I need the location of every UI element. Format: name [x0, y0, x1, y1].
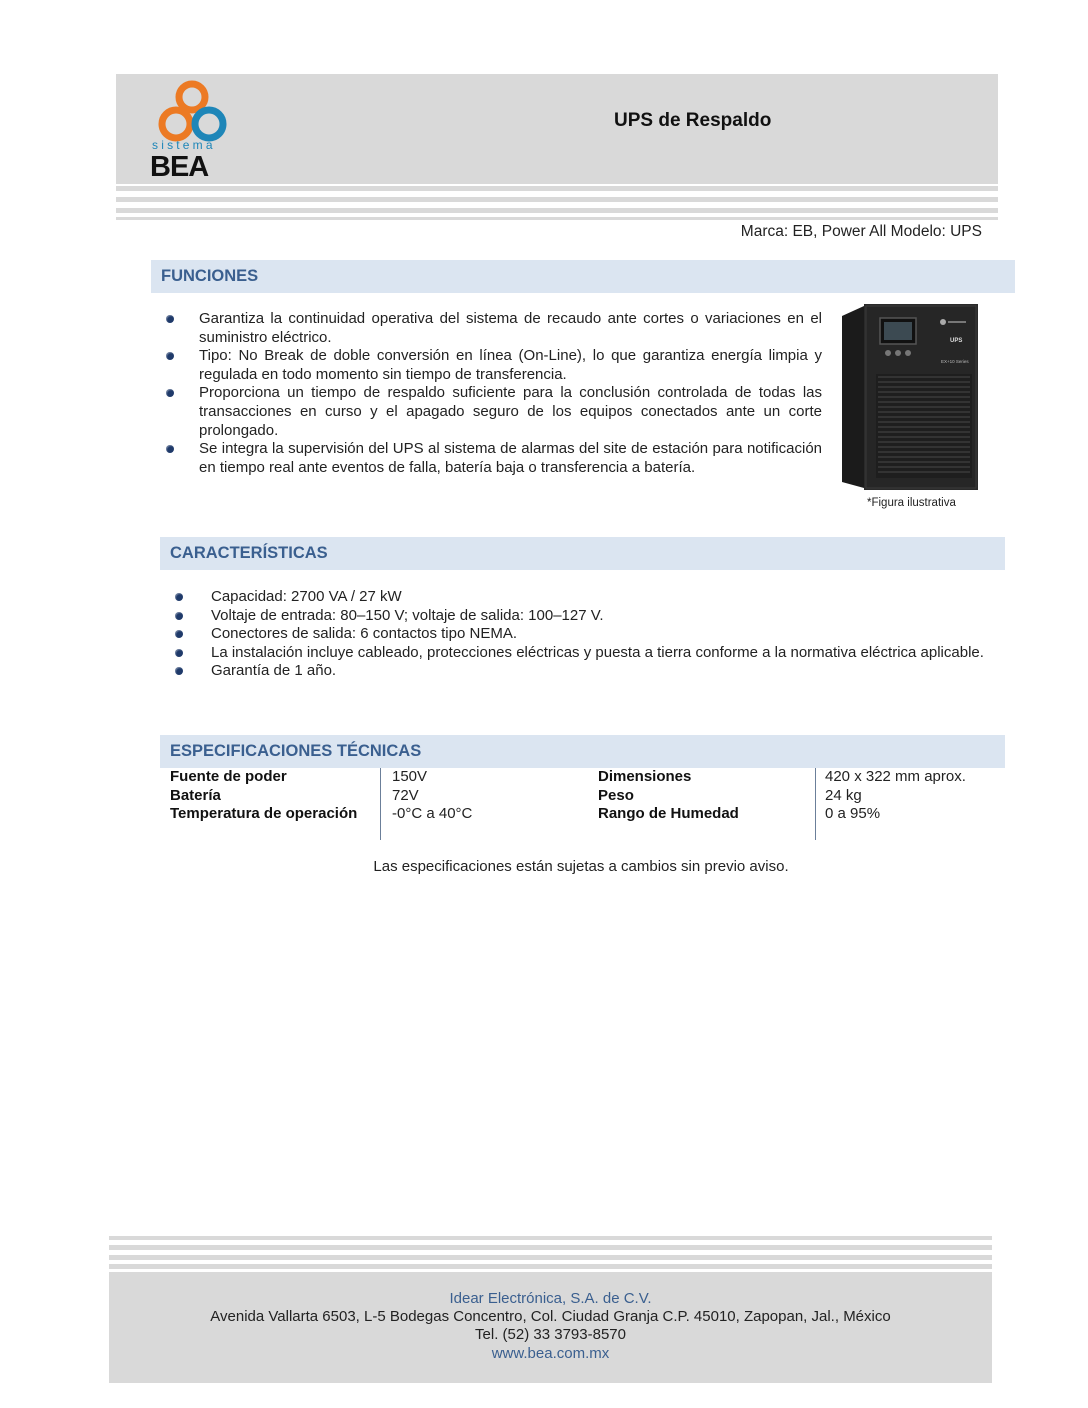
bea-logo [148, 78, 238, 178]
header-stripe [116, 197, 998, 202]
bullet-icon [166, 315, 174, 323]
section-title-funciones: FUNCIONES [161, 267, 259, 285]
spec-value: -0°C a 40°C [392, 805, 473, 822]
header-stripe [116, 217, 998, 220]
header-stripe [116, 208, 998, 213]
spec-label: Temperatura de operación [170, 805, 358, 822]
footer-address: Avenida Vallarta 6503, L-5 Bodegas Concentro, Col. Ciudad Granja C.P. 45010, Zapopan, Jal., México [210, 1308, 891, 1325]
footer-stripe [109, 1255, 992, 1260]
section-header-funciones [151, 260, 1015, 293]
footer-stripe [109, 1264, 992, 1269]
section-header-caracteristicas [160, 537, 1005, 570]
section-title-caracteristicas: CARACTERÍSTICAS [170, 544, 328, 562]
list-item: Voltaje de entrada: 80–150 V; voltaje de salida: 100–127 V. [211, 607, 995, 626]
table-divider [380, 768, 381, 840]
bullet-icon [175, 593, 183, 601]
disclaimer-note: Las especificaciones están sujetas a cambios sin previo aviso. [373, 858, 789, 875]
list-item: Proporciona un tiempo de respaldo suficiente para la conclusión controlada de todas las transacciones en curso y el apagado seguro de los equipos conectados ante un corte prolongado. [199, 384, 822, 440]
spec-value: 0 a 95% [825, 805, 881, 822]
header-stripe [116, 186, 998, 191]
spec-value: 150V [392, 768, 428, 785]
figure-caption: *Figura ilustrativa [867, 497, 956, 509]
bullet-icon [166, 352, 174, 360]
bullet-icon [175, 612, 183, 620]
bullet-icon [175, 649, 183, 657]
bullet-icon [175, 630, 183, 638]
list-item: Conectores de salida: 6 contactos tipo NEMA. [211, 625, 995, 644]
logo-word: sistema [152, 138, 216, 152]
footer-stripe [109, 1245, 992, 1250]
footer-phone: Tel. (52) 33 3793-8570 [475, 1326, 626, 1343]
footer-website-link[interactable]: www.bea.com.mx [491, 1345, 610, 1362]
ups-product-image [842, 302, 978, 490]
spec-label: Dimensiones [598, 768, 692, 785]
list-item: Capacidad: 2700 VA / 27 kW [211, 588, 995, 607]
ups-series-label: EX+10 Series [941, 359, 969, 364]
spec-label: Peso [598, 787, 634, 804]
logo-brand: BEA [150, 151, 209, 178]
spec-value: 24 kg [825, 787, 862, 804]
ups-label: UPS [950, 338, 963, 344]
footer-company: Idear Electrónica, S.A. de C.V. [449, 1290, 652, 1307]
bullet-icon [166, 445, 174, 453]
spec-label: Rango de Humedad [598, 805, 739, 822]
list-item: La instalación incluye cableado, protecciones eléctricas y puesta a tierra conforme a la normativa eléctrica aplicable. [211, 644, 995, 663]
page-title: UPS de Respaldo [614, 110, 772, 131]
header-band [116, 74, 998, 184]
bullet-icon [166, 389, 174, 397]
spec-label: Fuente de poder [170, 768, 287, 785]
list-item: Se integra la supervisión del UPS al sistema de alarmas del site de estación para notificación en tiempo real ante eventos de falla, batería baja o transferencia a batería. [199, 440, 822, 477]
funciones-list [199, 310, 822, 477]
list-item: Garantiza la continuidad operativa del sistema de recaudo ante cortes o variaciones en el suministro eléctrico. [199, 310, 822, 347]
section-header-especificaciones [160, 735, 1005, 768]
spec-value: 420 x 322 mm aprox. [825, 768, 966, 785]
brand-model-line: Marca: EB, Power All Modelo: UPS [740, 223, 982, 240]
footer-stripe [109, 1236, 992, 1240]
spec-value: 72V [392, 787, 419, 804]
bullet-icon [175, 667, 183, 675]
section-title-especificaciones: ESPECIFICACIONES TÉCNICAS [170, 742, 422, 760]
list-item: Garantía de 1 año. [211, 662, 995, 681]
table-divider [815, 768, 816, 840]
spec-label: Batería [170, 787, 221, 804]
list-item: Tipo: No Break de doble conversión en línea (On-Line), lo que garantiza energía limpia y regulada en todo momento sin tiempo de transferencia. [199, 347, 822, 384]
caracteristicas-list [211, 588, 995, 681]
